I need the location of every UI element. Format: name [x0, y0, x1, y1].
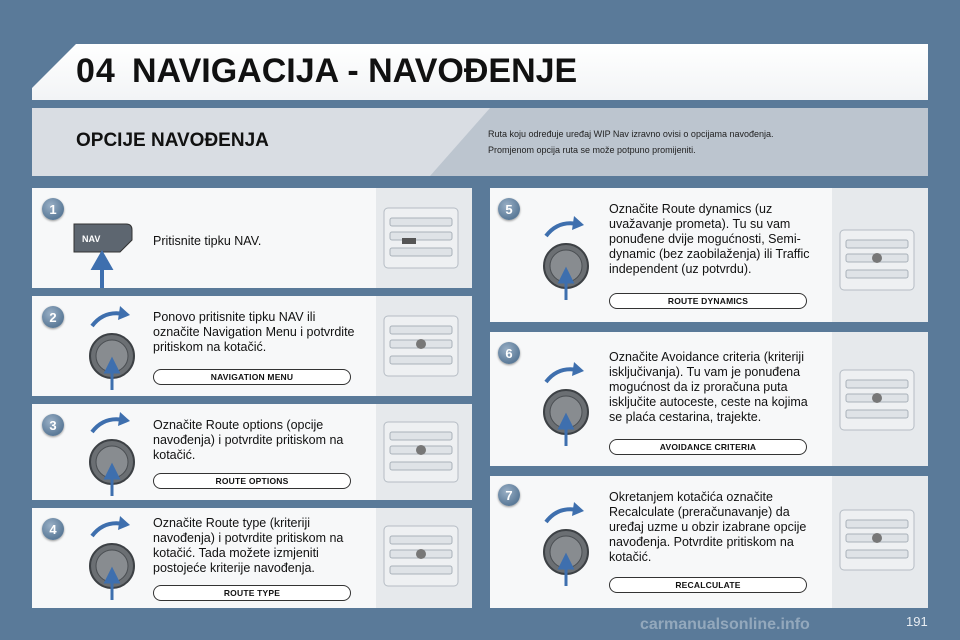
step-number-2: 2 [42, 306, 64, 328]
step-text-4: Označite Route type (kriteriji navođenja) i potvrdite pritiskom na kotačić. Tada možete izmjeniti postojeće kriterije navođenja. [153, 516, 344, 575]
step-number-1: 1 [42, 198, 64, 220]
step-number-6: 6 [498, 342, 520, 364]
section-title: OPCIJE NAVOĐENJA [76, 130, 269, 151]
rotary-knob-icon [82, 304, 146, 392]
step-number-7: 7 [498, 484, 520, 506]
nav-button-icon [70, 218, 150, 290]
navigation-menu-label: NAVIGATION MENU [153, 369, 351, 385]
radio-panel-icon [838, 508, 916, 572]
radio-panel-icon [838, 228, 916, 292]
section-note-line-1: Ruta koju određuje uređaj WIP Nav izravno ovisi o opcijama navođenja. [488, 129, 774, 139]
step-number-4: 4 [42, 518, 64, 540]
step-number-3: 3 [42, 414, 64, 436]
watermark: carmanualsonline.info [640, 616, 810, 633]
chapter-title: NAVIGACIJA - NAVOĐENJE [132, 52, 578, 90]
rotary-knob-icon [536, 360, 600, 448]
route-type-label: ROUTE TYPE [153, 585, 351, 601]
step-text-2: Ponovo pritisnite tipku NAV ili označite Navigation Menu i potvrdite pritiskom na kotačić. [153, 310, 355, 354]
rotary-knob-icon [82, 410, 146, 498]
rotary-knob-icon [82, 514, 146, 602]
step-text-7: Okretanjem kotačića označite Recalculate (preračunavanje) da uređaj uzme u obzir izabrane opcije navođenja. Potvrdite pritiskom na kotačić. [609, 490, 807, 564]
radio-panel-icon [382, 206, 460, 270]
radio-panel-icon [382, 420, 460, 484]
rotary-knob-icon [536, 214, 600, 302]
avoidance-criteria-label: AVOIDANCE CRITERIA [609, 439, 807, 455]
page-number: 191 [906, 614, 928, 629]
step-text-1: Pritisnite tipku NAV. [153, 234, 262, 248]
step-text-5: Označite Route dynamics (uz uvažavanje prometa). Tu su vam ponuđene dvije mogućnosti, Semi-dynamic (bez zaobilaženja) ili Traffic independent (uz potvrdu). [609, 202, 810, 276]
step-number-5: 5 [498, 198, 520, 220]
section-note [488, 126, 888, 158]
route-options-label: ROUTE OPTIONS [153, 473, 351, 489]
radio-panel-icon [382, 524, 460, 588]
chapter-number: 04 [76, 52, 116, 90]
radio-panel-icon [382, 314, 460, 378]
nav-button-label: NAV [82, 234, 101, 244]
radio-panel-icon [838, 368, 916, 432]
recalculate-label: RECALCULATE [609, 577, 807, 593]
section-note-line-2: Promjenom opcija ruta se može potpuno promijeniti. [488, 145, 696, 155]
step-text-3: Označite Route options (opcije navođenja) i potvrdite pritiskom na kotačić. [153, 418, 344, 462]
rotary-knob-icon [536, 500, 600, 588]
route-dynamics-label: ROUTE DYNAMICS [609, 293, 807, 309]
step-text-6: Označite Avoidance criteria (kriteriji isključivanja). Tu vam je ponuđena mogućnost da iz proračuna puta isključite autoceste, ceste na kojima se plaća cestarina, trajekte. [609, 350, 808, 424]
